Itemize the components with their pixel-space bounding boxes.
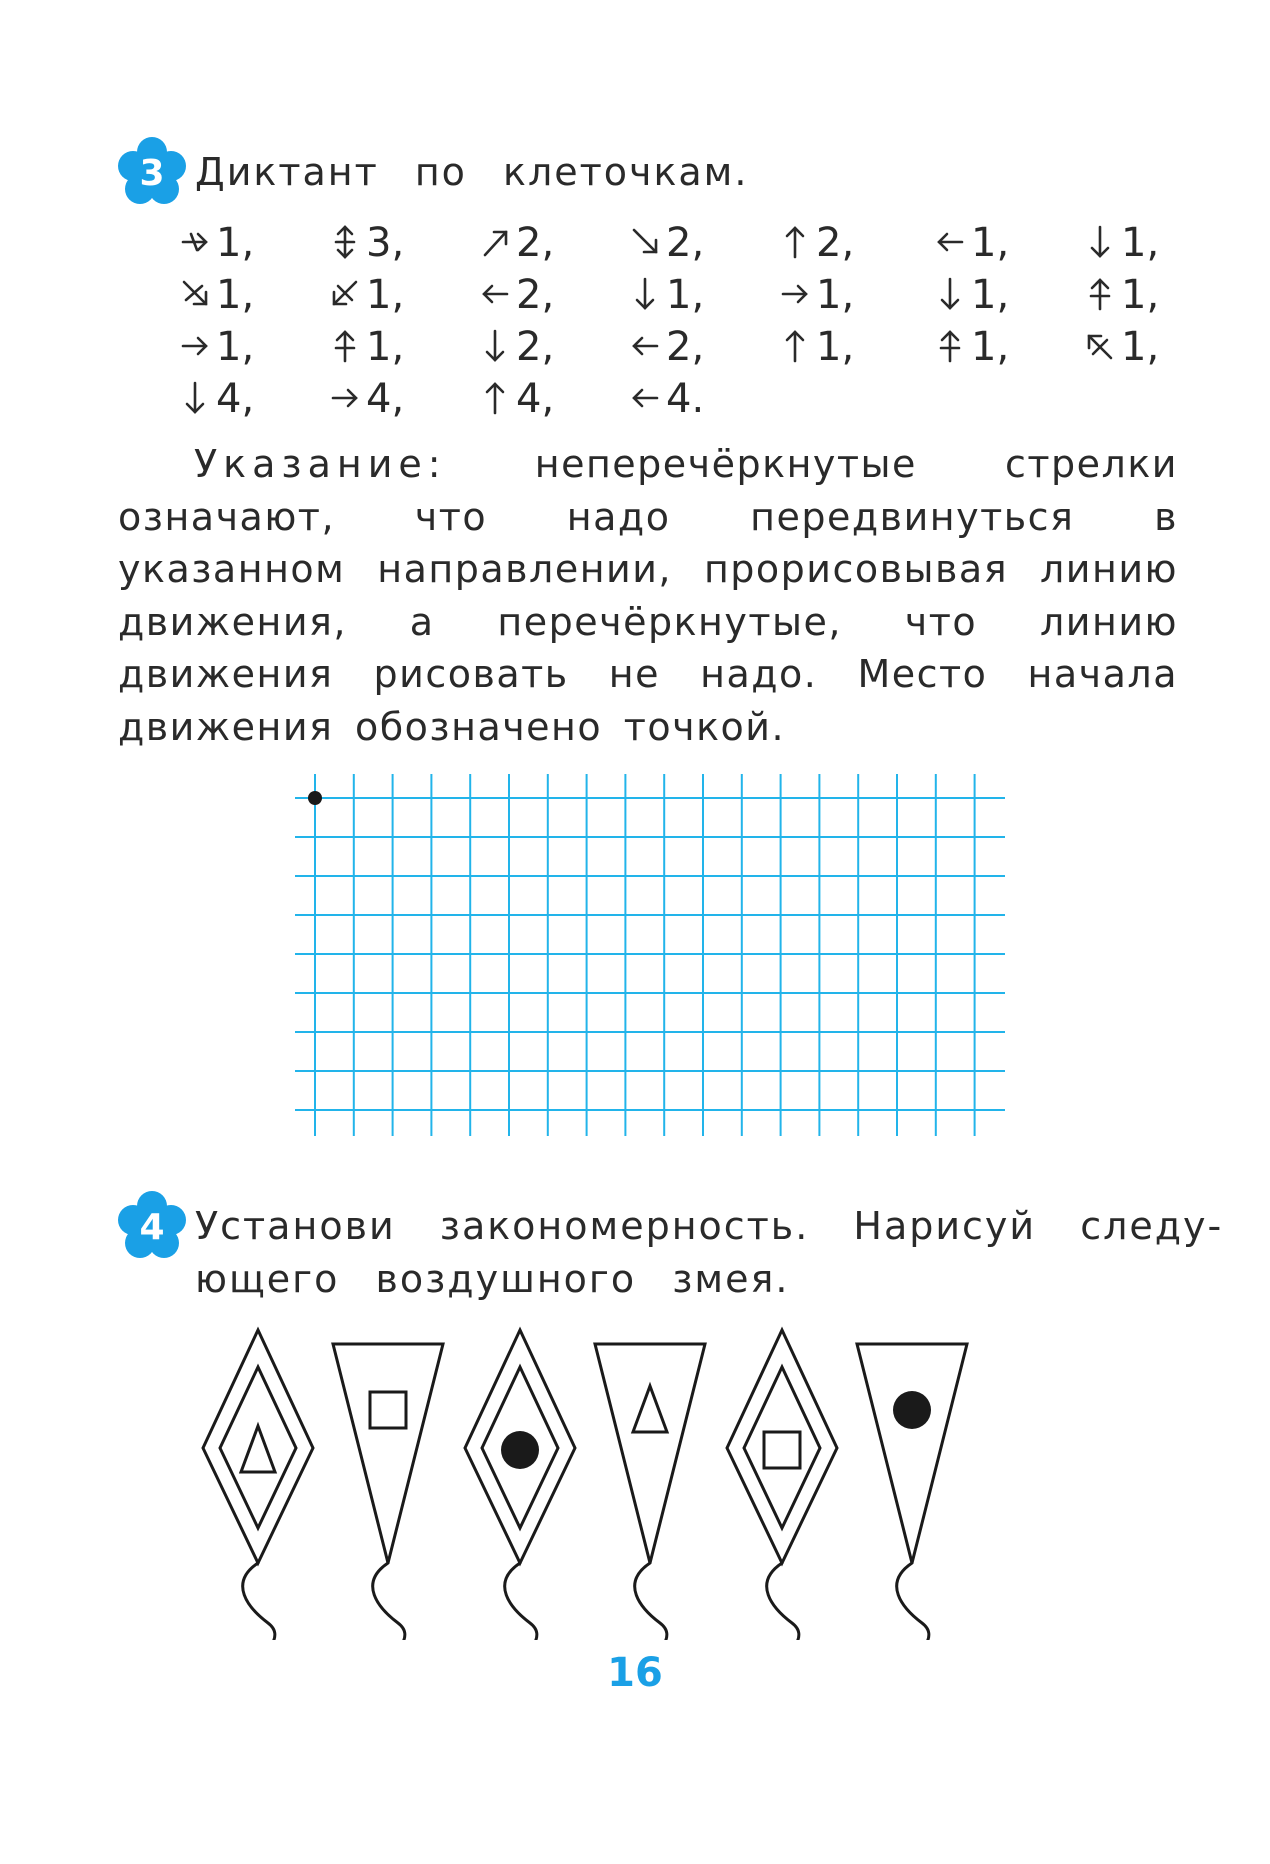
kite-triangle bbox=[333, 1344, 443, 1640]
dictation-command bbox=[330, 376, 404, 422]
dictation-command bbox=[180, 376, 254, 422]
arrow-right-icon bbox=[780, 276, 810, 312]
dictation-step-count: 1, bbox=[971, 272, 1010, 318]
dictation-command bbox=[935, 220, 1009, 266]
arrow-ne-icon bbox=[480, 224, 510, 260]
dictation-step-count: 4, bbox=[366, 376, 405, 422]
dictation-command bbox=[1085, 324, 1159, 370]
dictation-step-count: 2, bbox=[666, 324, 705, 370]
dictation-command bbox=[780, 324, 854, 370]
arrow-left-icon bbox=[935, 224, 965, 260]
crossed-arrow-se-icon bbox=[180, 276, 210, 312]
task-3-title: Диктант по клеточкам. bbox=[195, 150, 749, 194]
page-number: 16 bbox=[607, 1650, 663, 1696]
crossed-arrow-sw-icon bbox=[330, 276, 360, 312]
dictation-command bbox=[780, 220, 854, 266]
dictation-step-count: 1, bbox=[216, 324, 255, 370]
arrow-left-icon bbox=[480, 276, 510, 312]
dictation-step-count: 4. bbox=[666, 376, 705, 422]
dictation-step-count: 1, bbox=[216, 272, 255, 318]
crossed-arrow-up-icon bbox=[935, 328, 965, 364]
dictation-step-count: 1, bbox=[816, 324, 855, 370]
dictation-step-count: 1, bbox=[1121, 324, 1160, 370]
crossed-arrow-nw-icon bbox=[1085, 328, 1115, 364]
kite-tail bbox=[632, 1563, 667, 1640]
start-point bbox=[308, 791, 322, 805]
dictation-command bbox=[180, 220, 254, 266]
dictation-step-count: 1, bbox=[366, 324, 405, 370]
dictation-command bbox=[480, 272, 554, 318]
dictation-command bbox=[180, 324, 254, 370]
dictation-command bbox=[330, 272, 404, 318]
crossed-arrow-updown-icon bbox=[330, 224, 360, 260]
dictation-step-count: 2, bbox=[816, 220, 855, 266]
arrow-down-icon bbox=[935, 276, 965, 312]
arrow-down-icon bbox=[1085, 224, 1115, 260]
kite-rhombus bbox=[727, 1330, 837, 1640]
triangle-icon bbox=[241, 1426, 275, 1472]
dictation-step-count: 1, bbox=[216, 220, 255, 266]
dictation-step-count: 1, bbox=[816, 272, 855, 318]
dictation-step-count: 1, bbox=[971, 324, 1010, 370]
dictation-step-count: 2, bbox=[516, 220, 555, 266]
filled-circle-icon bbox=[893, 1391, 931, 1429]
task-4-title-line-1: Установи закономерность. Нарисуй следу- bbox=[195, 1204, 1224, 1248]
task-4-number: 4 bbox=[139, 1207, 165, 1248]
dictation-step-count: 2, bbox=[516, 324, 555, 370]
arrow-up-icon bbox=[780, 328, 810, 364]
task-3-number: 3 bbox=[139, 153, 165, 194]
dictation-command bbox=[935, 324, 1009, 370]
kite-triangle bbox=[595, 1344, 705, 1640]
task-3-flower-badge bbox=[116, 136, 188, 208]
kite-rhombus bbox=[203, 1330, 313, 1640]
dictation-step-count: 2, bbox=[516, 272, 555, 318]
dictation-command bbox=[480, 324, 554, 370]
dictation-step-count: 4, bbox=[216, 376, 255, 422]
kite-tail bbox=[502, 1563, 537, 1640]
filled-circle-icon bbox=[501, 1431, 539, 1469]
dictation-step-count: 2, bbox=[666, 220, 705, 266]
dictation-command bbox=[480, 220, 554, 266]
dictation-step-count: 1, bbox=[366, 272, 405, 318]
kite-rhombus bbox=[465, 1330, 575, 1640]
arrow-down-icon bbox=[480, 328, 510, 364]
dictation-step-count: 1, bbox=[1121, 220, 1160, 266]
arrow-down-icon bbox=[630, 276, 660, 312]
crossed-arrow-up-icon bbox=[330, 328, 360, 364]
dictation-command bbox=[630, 220, 704, 266]
dictation-command bbox=[630, 376, 704, 422]
dictation-command bbox=[780, 272, 854, 318]
kite-tail bbox=[240, 1563, 275, 1640]
arrow-down-icon bbox=[180, 380, 210, 416]
arrow-up-icon bbox=[480, 380, 510, 416]
hint-lead: Указание: bbox=[194, 442, 447, 486]
kite-sequence bbox=[0, 1320, 1270, 1640]
dictation-step-count: 1, bbox=[666, 272, 705, 318]
dictation-command bbox=[935, 272, 1009, 318]
square-icon bbox=[764, 1432, 800, 1468]
arrow-right-icon bbox=[330, 380, 360, 416]
dictation-command bbox=[1085, 220, 1159, 266]
task-3-hint bbox=[118, 438, 1178, 754]
kite-tail bbox=[894, 1563, 929, 1640]
dictation-step-count: 1, bbox=[1121, 272, 1160, 318]
arrow-left-icon bbox=[630, 380, 660, 416]
crossed-arrow-right-icon bbox=[180, 224, 210, 260]
dictation-step-count: 4, bbox=[516, 376, 555, 422]
dictation-command bbox=[330, 220, 404, 266]
kite-tail bbox=[764, 1563, 799, 1640]
dictation-command bbox=[630, 272, 704, 318]
crossed-arrow-up-icon bbox=[1085, 276, 1115, 312]
arrow-se-icon bbox=[630, 224, 660, 260]
hint-body: неперечёркнутые стрелки означают, что надо передвинуться в указанном направлении, прорисовывая линию движения, а перечёркнутые, что линию движения рисовать не надо. Место начала движения обозначено точкой. bbox=[118, 442, 1178, 749]
kite-triangle bbox=[857, 1344, 967, 1640]
dictation-command bbox=[1085, 272, 1159, 318]
dictation-step-count: 3, bbox=[366, 220, 405, 266]
task-4-title-line-2: ющего воздушного змея. bbox=[195, 1257, 790, 1301]
task-4-flower-badge bbox=[116, 1190, 188, 1262]
arrow-up-icon bbox=[780, 224, 810, 260]
dictation-command bbox=[180, 272, 254, 318]
square-icon bbox=[370, 1392, 406, 1428]
arrow-right-icon bbox=[180, 328, 210, 364]
dictation-step-count: 1, bbox=[971, 220, 1010, 266]
triangle-icon bbox=[633, 1386, 667, 1432]
task-3-grid[interactable] bbox=[285, 770, 1005, 1140]
arrow-left-icon bbox=[630, 328, 660, 364]
dictation-command bbox=[480, 376, 554, 422]
dictation-command bbox=[630, 324, 704, 370]
kite-tail bbox=[370, 1563, 405, 1640]
dictation-command bbox=[330, 324, 404, 370]
